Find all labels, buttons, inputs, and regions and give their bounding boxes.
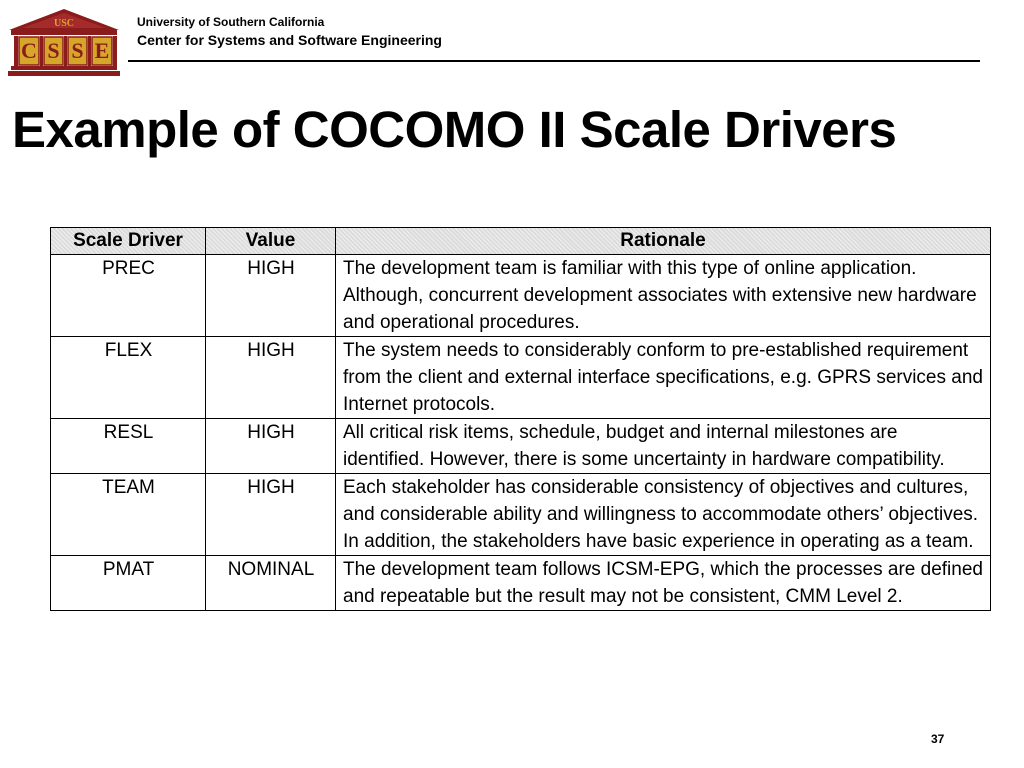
logo-letter-c: C: [21, 38, 37, 63]
cell-rationale: The development team follows ICSM-EPG, which the processes are defined and repeatable but the result may not be consistent, CMM Level 2.: [336, 556, 991, 611]
scale-drivers-table: [50, 227, 991, 611]
table-row: [51, 419, 991, 474]
logo-letter-panels: [14, 36, 117, 66]
header-divider: [128, 60, 980, 62]
header-text-block: [137, 14, 442, 50]
logo-letter-s1: S: [47, 38, 60, 63]
logo-letter-e: E: [94, 38, 110, 63]
logo-usc-text: USC: [53, 18, 75, 29]
cell-driver: PMAT: [51, 556, 206, 611]
slide-title: Example of COCOMO II Scale Drivers: [12, 101, 897, 158]
cell-rationale: Each stakeholder has considerable consistency of objectives and cultures, and considerable ability and willingness to accommodate others’ objectives. In addition, the stakeholders have basic experience in operating as a team.: [336, 474, 991, 556]
cell-rationale: The system needs to considerably conform to pre-established requirement from the client and external interface specifications, e.g. GPRS services and Internet protocols.: [336, 337, 991, 419]
university-name: University of Southern California: [137, 15, 325, 29]
table-row: [51, 474, 991, 556]
cell-value: NOMINAL: [206, 556, 336, 611]
table-row: [51, 255, 991, 337]
center-name: Center for Systems and Software Engineering: [137, 32, 442, 48]
logo-letter-s2: S: [71, 38, 84, 63]
cell-value: HIGH: [206, 337, 336, 419]
cell-rationale: The development team is familiar with this type of online application. Although, concurrent development associates with extensive new hardware and operational procedures.: [336, 255, 991, 337]
table-row: [51, 556, 991, 611]
table-header-row: [51, 228, 991, 255]
header-rationale: Rationale: [336, 228, 991, 255]
page-number: 37: [931, 732, 945, 746]
cell-driver: TEAM: [51, 474, 206, 556]
table-row: [51, 337, 991, 419]
cell-value: HIGH: [206, 474, 336, 556]
cell-value: HIGH: [206, 419, 336, 474]
header-scale-driver: Scale Driver: [51, 228, 206, 255]
cell-value: HIGH: [206, 255, 336, 337]
header-value: Value: [206, 228, 336, 255]
cell-driver: PREC: [51, 255, 206, 337]
csse-logo: [8, 8, 120, 78]
cell-driver: FLEX: [51, 337, 206, 419]
cell-rationale: All critical risk items, schedule, budget and internal milestones are identified. However, there is some uncertainty in hardware compatibility.: [336, 419, 991, 474]
cell-driver: RESL: [51, 419, 206, 474]
